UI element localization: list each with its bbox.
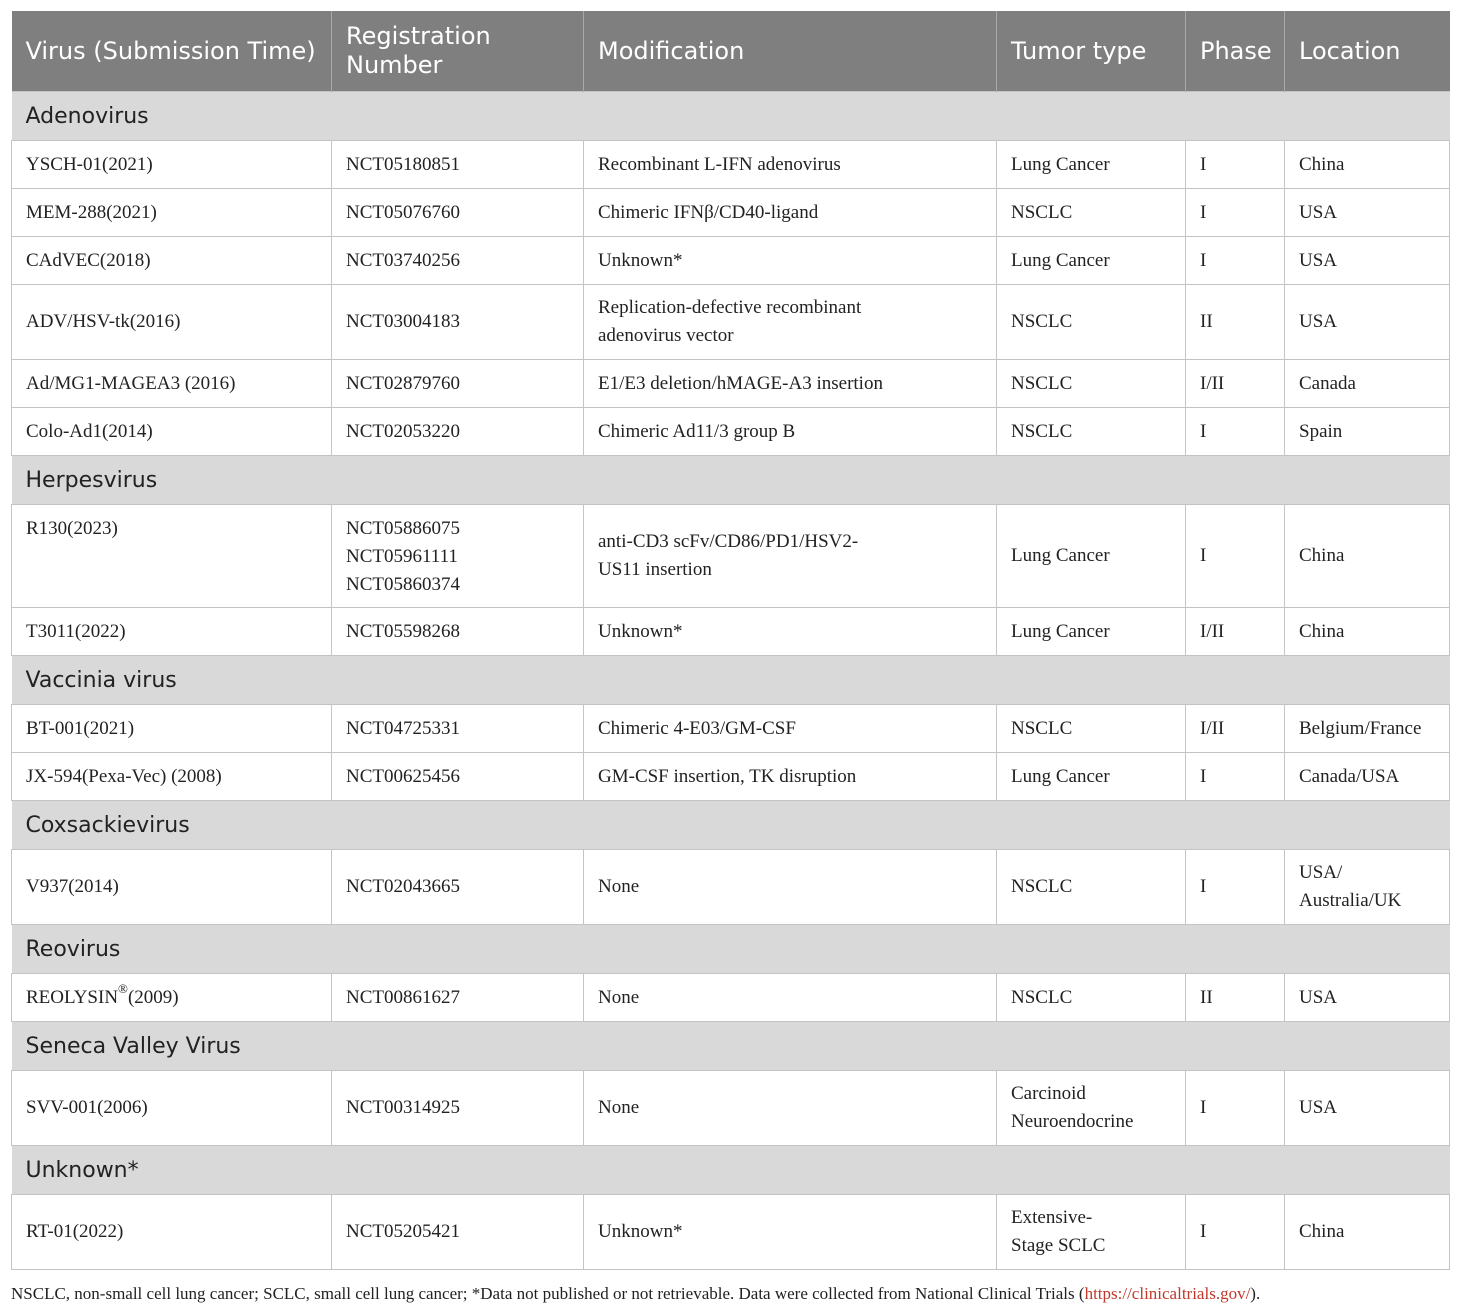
cell-phase: I: [1186, 505, 1285, 608]
cell-location: China: [1285, 1195, 1450, 1270]
cell-tumor-type: NSCLC: [997, 850, 1186, 925]
cell-phase: I: [1186, 753, 1285, 801]
cell-modification: Replication-defective recombinant adenovirus vector: [584, 285, 997, 360]
cell-location: Canada: [1285, 360, 1450, 408]
cell-virus: R130(2023): [12, 505, 332, 608]
group-label: Herpesvirus: [12, 456, 1450, 505]
cell-phase: I: [1186, 1195, 1285, 1270]
cell-modification: None: [584, 850, 997, 925]
cell-virus: MEM-288(2021): [12, 189, 332, 237]
registered-mark: ®: [118, 981, 128, 997]
cell-registration: NCT02043665: [332, 850, 584, 925]
table-row: [12, 1195, 1450, 1270]
group-row: [12, 456, 1450, 505]
cell-tumor-type: Lung Cancer: [997, 753, 1186, 801]
cell-modification: Unknown*: [584, 237, 997, 285]
cell-virus: Ad/MG1-MAGEA3 (2016): [12, 360, 332, 408]
cell-phase: I/II: [1186, 608, 1285, 656]
cell-location: USA: [1285, 1071, 1450, 1146]
cell-virus: JX-594(Pexa-Vec) (2008): [12, 753, 332, 801]
cell-modification: Chimeric 4-E03/GM-CSF: [584, 705, 997, 753]
header-virus: Virus (Submission Time): [12, 11, 332, 92]
group-row: [12, 1022, 1450, 1071]
cell-modification: Chimeric Ad11/3 group B: [584, 408, 997, 456]
cell-virus: ADV/HSV-tk(2016): [12, 285, 332, 360]
cell-registration: NCT02053220: [332, 408, 584, 456]
cell-modification: GM-CSF insertion, TK disruption: [584, 753, 997, 801]
cell-location: USA: [1285, 237, 1450, 285]
cell-modification: anti-CD3 scFv/CD86/PD1/HSV2- US11 insertion: [584, 505, 997, 608]
table-row: [12, 1071, 1450, 1146]
cell-location: China: [1285, 141, 1450, 189]
cell-modification: E1/E3 deletion/hMAGE-A3 insertion: [584, 360, 997, 408]
cell-location: China: [1285, 608, 1450, 656]
cell-phase: I: [1186, 237, 1285, 285]
table-body: [12, 92, 1450, 1270]
cell-registration: NCT03740256: [332, 237, 584, 285]
group-row: [12, 656, 1450, 705]
cell-virus: SVV-001(2006): [12, 1071, 332, 1146]
table-row: [12, 608, 1450, 656]
cell-phase: I/II: [1186, 705, 1285, 753]
cell-virus: RT-01(2022): [12, 1195, 332, 1270]
cell-tumor-type: Lung Cancer: [997, 237, 1186, 285]
cell-registration: NCT05076760: [332, 189, 584, 237]
header-location: Location: [1285, 11, 1450, 92]
cell-modification: Chimeric IFNβ/CD40-ligand: [584, 189, 997, 237]
cell-location: Spain: [1285, 408, 1450, 456]
cell-modification: None: [584, 1071, 997, 1146]
group-label: Coxsackievirus: [12, 801, 1450, 850]
cell-tumor-type: Extensive- Stage SCLC: [997, 1195, 1186, 1270]
footnote-link[interactable]: https://clinicaltrials.gov/: [1084, 1284, 1251, 1303]
cell-virus: YSCH-01(2021): [12, 141, 332, 189]
table-row: [12, 360, 1450, 408]
cell-registration: NCT03004183: [332, 285, 584, 360]
cell-tumor-type: Carcinoid Neuroendocrine: [997, 1071, 1186, 1146]
table-row: [12, 753, 1450, 801]
footnote: [11, 1284, 1451, 1304]
cell-modification: None: [584, 974, 997, 1022]
virus-name: REOLYSIN: [26, 986, 119, 1008]
cell-tumor-type: Lung Cancer: [997, 608, 1186, 656]
cell-phase: I: [1186, 408, 1285, 456]
header-phase: Phase: [1186, 11, 1285, 92]
cell-tumor-type: NSCLC: [997, 189, 1186, 237]
cell-location: China: [1285, 505, 1450, 608]
cell-phase: II: [1186, 285, 1285, 360]
cell-registration: NCT05598268: [332, 608, 584, 656]
cell-virus: Colo-Ad1(2014): [12, 408, 332, 456]
clinical-trials-table: [11, 11, 1450, 1270]
footnote-text: NSCLC, non-small cell lung cancer; SCLC, small cell lung cancer; *Data not published or not retrievable. Data were collected from National Clinical Trials (: [11, 1284, 1085, 1303]
table-row: [12, 974, 1450, 1022]
group-label: Seneca Valley Virus: [12, 1022, 1450, 1071]
table-row: [12, 189, 1450, 237]
cell-tumor-type: NSCLC: [997, 408, 1186, 456]
cell-phase: I/II: [1186, 360, 1285, 408]
cell-tumor-type: NSCLC: [997, 285, 1186, 360]
group-label: Unknown*: [12, 1146, 1450, 1195]
header-modification: Modification: [584, 11, 997, 92]
table-row: [12, 505, 1450, 608]
footnote-end: ).: [1250, 1284, 1261, 1303]
table-row: [12, 285, 1450, 360]
cell-virus: V937(2014): [12, 850, 332, 925]
cell-registration: NCT00625456: [332, 753, 584, 801]
header-registration: Registration Number: [332, 11, 584, 92]
cell-tumor-type: Lung Cancer: [997, 505, 1186, 608]
group-row: [12, 1146, 1450, 1195]
cell-virus: [12, 974, 332, 1022]
cell-virus: T3011(2022): [12, 608, 332, 656]
table-row: [12, 705, 1450, 753]
cell-virus: BT-001(2021): [12, 705, 332, 753]
cell-tumor-type: Lung Cancer: [997, 141, 1186, 189]
cell-modification: Unknown*: [584, 608, 997, 656]
cell-virus: CAdVEC(2018): [12, 237, 332, 285]
header-tumor-type: Tumor type: [997, 11, 1186, 92]
cell-phase: I: [1186, 141, 1285, 189]
cell-location: USA/ Australia/UK: [1285, 850, 1450, 925]
cell-registration: NCT00314925: [332, 1071, 584, 1146]
cell-registration: NCT04725331: [332, 705, 584, 753]
table-row: [12, 141, 1450, 189]
group-row: [12, 925, 1450, 974]
cell-location: Canada/USA: [1285, 753, 1450, 801]
cell-registration: NCT05180851: [332, 141, 584, 189]
header-row: [12, 11, 1450, 92]
table-row: [12, 850, 1450, 925]
table-row: [12, 237, 1450, 285]
virus-year: (2009): [127, 986, 179, 1008]
cell-phase: I: [1186, 1071, 1285, 1146]
cell-location: USA: [1285, 285, 1450, 360]
cell-registration: NCT05205421: [332, 1195, 584, 1270]
group-label: Adenovirus: [12, 92, 1450, 141]
cell-modification: Unknown*: [584, 1195, 997, 1270]
cell-location: Belgium/France: [1285, 705, 1450, 753]
cell-tumor-type: NSCLC: [997, 974, 1186, 1022]
cell-registration: NCT02879760: [332, 360, 584, 408]
table-row: [12, 408, 1450, 456]
group-row: [12, 92, 1450, 141]
cell-location: USA: [1285, 974, 1450, 1022]
cell-registration: NCT00861627: [332, 974, 584, 1022]
group-row: [12, 801, 1450, 850]
cell-tumor-type: NSCLC: [997, 705, 1186, 753]
cell-location: USA: [1285, 189, 1450, 237]
group-label: Reovirus: [12, 925, 1450, 974]
cell-modification: Recombinant L-IFN adenovirus: [584, 141, 997, 189]
cell-tumor-type: NSCLC: [997, 360, 1186, 408]
group-label: Vaccinia virus: [12, 656, 1450, 705]
cell-phase: I: [1186, 189, 1285, 237]
cell-phase: II: [1186, 974, 1285, 1022]
cell-phase: I: [1186, 850, 1285, 925]
table-container: [11, 11, 1449, 1270]
cell-registration: NCT05886075 NCT05961111 NCT05860374: [332, 505, 584, 608]
